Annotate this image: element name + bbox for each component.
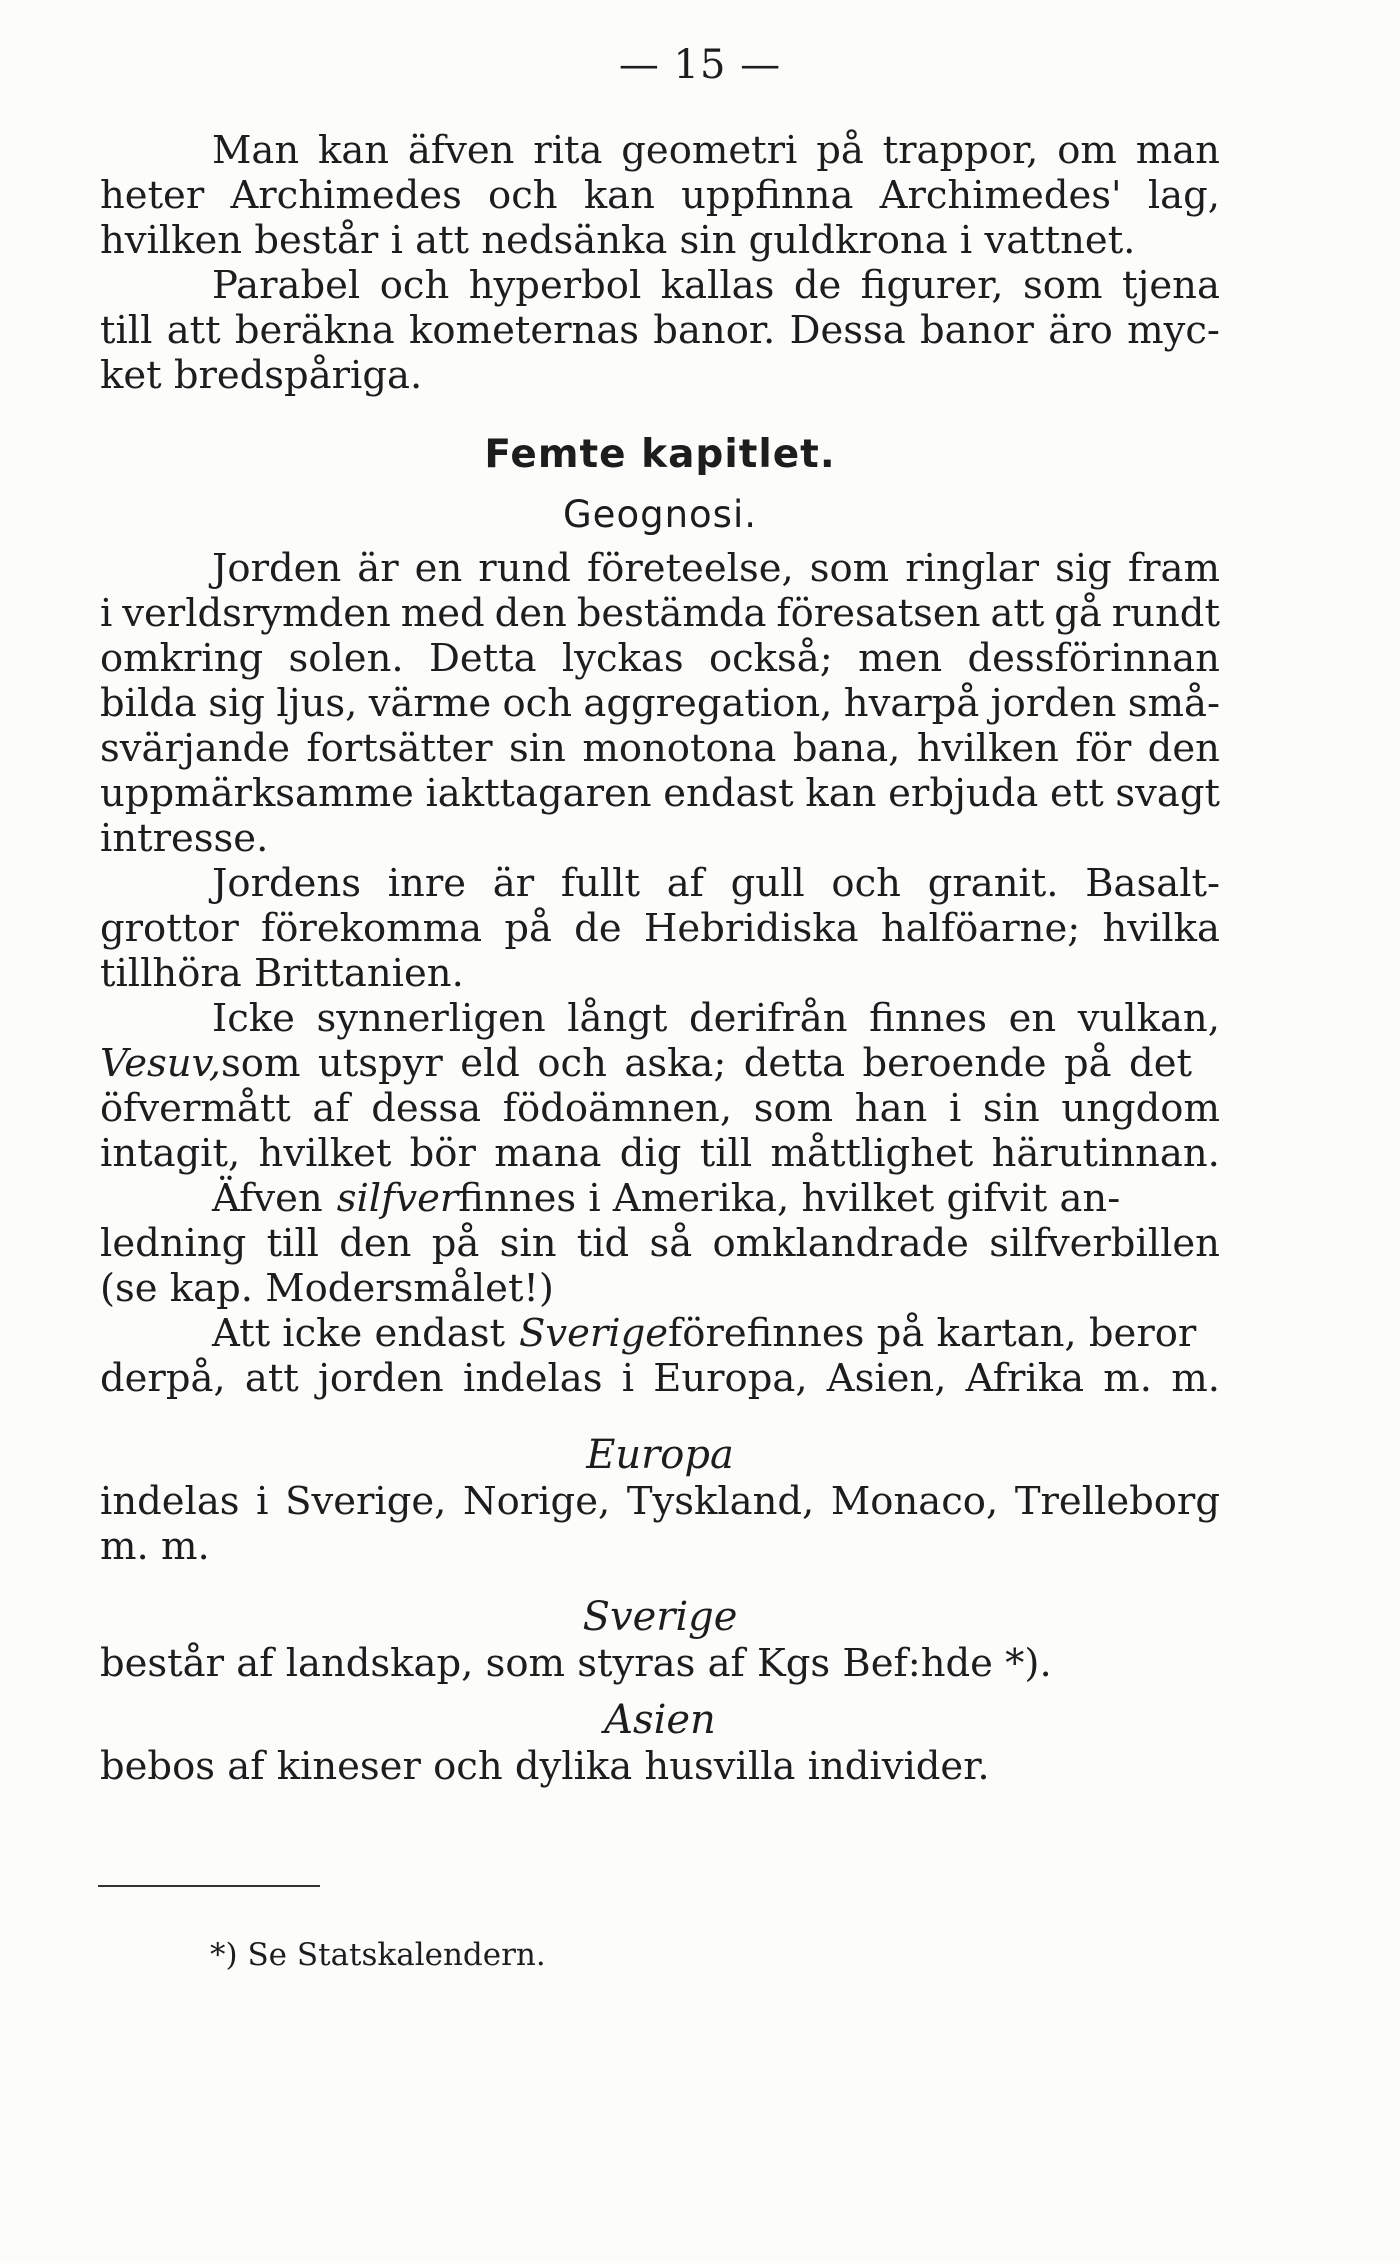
text-line-content: består af landskap, som styras af Kgs Bef:hde *). (100, 1641, 1052, 1686)
italic-word: silfver (336, 1176, 459, 1221)
text-line: heter Archimedes och kan uppfinna Archimedes' lag, (100, 173, 1220, 218)
italic-word: Sverige (518, 1311, 669, 1356)
text-line: intagit, hvilket bör mana dig till måttlighet härutinnan. (100, 1131, 1220, 1176)
text-line: omkring solen. Detta lyckas också; men dessförinnan (100, 636, 1220, 681)
text-line-content: hvilken består i att nedsänka sin guldkrona i vattnet. (100, 218, 1136, 263)
text-line (100, 1524, 1220, 1569)
text-line-content: bebos af kineser och dylika husvilla individer. (100, 1744, 990, 1789)
footnote-divider (98, 1885, 320, 1887)
paragraph-europa (100, 1479, 1220, 1569)
paragraph-sverige-kartan (100, 1311, 1220, 1401)
text-line-content: tillhöra Brittanien. (100, 951, 464, 996)
heading-europa: Europa (586, 1432, 734, 1478)
text-line: svärjande fortsätter sin monotona bana, hvilken för den (100, 726, 1220, 771)
text-line (100, 816, 1220, 861)
text-line-content: (se kap. Modersmålet!) (100, 1266, 554, 1311)
text-line: till att beräkna kometernas banor. Dessa banor äro myc- (100, 308, 1220, 353)
text-line: bilda sig ljus, värme och aggregation, hvarpå jorden små- (100, 681, 1220, 726)
text-line: indelas i Sverige, Norige, Tyskland, Monaco, Trelleborg (100, 1479, 1220, 1524)
text-line-content: som utspyr eld och aska; detta beroende på det (221, 1041, 1192, 1086)
text-line-content: finnes i Amerika, hvilket gifvit an- (458, 1176, 1121, 1221)
text-line: ledning till den på sin tid så omklandrade silfverbillen (100, 1221, 1220, 1266)
text-line: Jorden är en rund företeelse, som ringlar sig fram (212, 546, 1220, 591)
text-line (100, 1266, 1220, 1311)
text-line: derpå, att jorden indelas i Europa, Asien, Afrika m. m. (100, 1356, 1220, 1401)
heading-sverige: Sverige (582, 1594, 738, 1640)
text-line: Man kan äfven rita geometri på trappor, om man (212, 128, 1220, 173)
text-line (100, 951, 1220, 996)
text-line (100, 1641, 1220, 1686)
text-line: grottor förekomma på de Hebridiska halföarne; hvilka (100, 906, 1220, 951)
text-line-content: Att icke endast (212, 1311, 505, 1356)
text-line-content: Äfven (212, 1176, 323, 1221)
text-line-content: intresse. (100, 816, 269, 861)
paragraph-jordens-inre (100, 861, 1220, 996)
text-line (100, 1041, 1220, 1086)
text-line (100, 353, 1220, 398)
paragraph-jorden (100, 546, 1220, 861)
text-line: uppmärksamme iakttagaren endast kan erbjuda ett svagt (100, 771, 1220, 816)
text-line: öfvermått af dessa födoämnen, som han i sin ungdom (100, 1086, 1220, 1131)
paragraph-archimedes (100, 128, 1220, 263)
paragraph-silfver (100, 1176, 1220, 1311)
body-text (100, 128, 1220, 1789)
italic-word: Vesuv, (100, 1041, 222, 1086)
text-line: i verldsrymden med den bestämda föresatsen att gå rundt (100, 591, 1220, 636)
chapter-heading: Femte kapitlet. (484, 432, 836, 477)
heading-asien: Asien (604, 1697, 716, 1743)
text-line: Jordens inre är fullt af gull och granit. Basalt- (212, 861, 1220, 906)
text-line (100, 1744, 1220, 1789)
text-line-content: förefinnes på kartan, beror (668, 1311, 1197, 1356)
text-line (100, 218, 1220, 263)
paragraph-parabel (100, 263, 1220, 398)
footnote: *) Se Statskalendern. (210, 1937, 546, 1973)
text-line-content: m. m. (100, 1524, 210, 1569)
text-line (100, 1176, 1220, 1221)
text-line (100, 1311, 1220, 1356)
text-line: Icke synnerligen långt derifrån finnes en vulkan, (212, 996, 1220, 1041)
section-heading: Geognosi. (563, 493, 757, 536)
paragraph-vesuv (100, 996, 1220, 1176)
text-line-content: ket bredspåriga. (100, 353, 423, 398)
page-number: — 15 — (618, 42, 782, 88)
text-line: Parabel och hyperbol kallas de figurer, som tjena (212, 263, 1220, 308)
